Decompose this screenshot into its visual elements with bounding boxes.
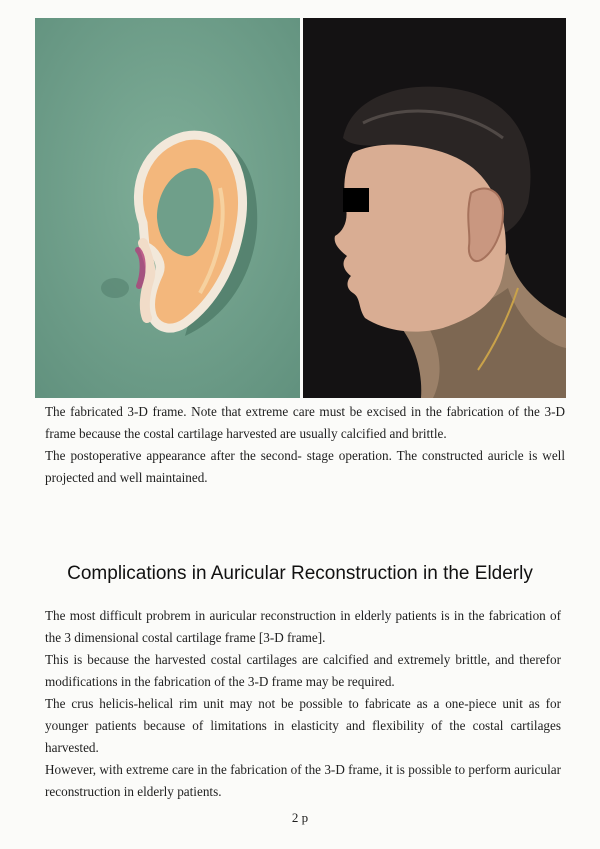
patient-profile-photo bbox=[303, 18, 566, 398]
cartilage-frame-photo bbox=[35, 18, 300, 398]
paragraph-1: The most difficult probrem in auricular reconstruction in elderly patients is in the fabrication of the 3 dimensional costal cartilage frame [3-D frame]. bbox=[45, 608, 561, 645]
section-title: Complications in Auricular Reconstruction in the Elderly bbox=[67, 563, 533, 584]
figure-caption-frame: The fabricated 3-D frame. Note that extreme care must be excised in the fabrication of the 3-D frame because the costal cartilage harvested are usually calcified and brittle. bbox=[45, 404, 565, 441]
paragraph-3: The crus helicis-helical rim unit may not be possible to fabricate as a one-piece unit as for younger patients because of limitations in elasticity and flexibility of the costal cartilages harvested. bbox=[45, 696, 561, 755]
figure-caption-postoperative: The postoperative appearance after the second- stage operation. The constructed auricle is well projected and well maintained. bbox=[45, 448, 565, 485]
paragraph-4: However, with extreme care in the fabrication of the 3-D frame, it is possible to perform auricular reconstruction in elderly patients. bbox=[45, 762, 561, 799]
paragraph-2: This is because the harvested costal cartilages are calcified and extremely brittle, and therefor modifications in the fabrication of the 3-D frame may be required. bbox=[45, 652, 561, 689]
page-number: 2 p bbox=[291, 810, 309, 825]
